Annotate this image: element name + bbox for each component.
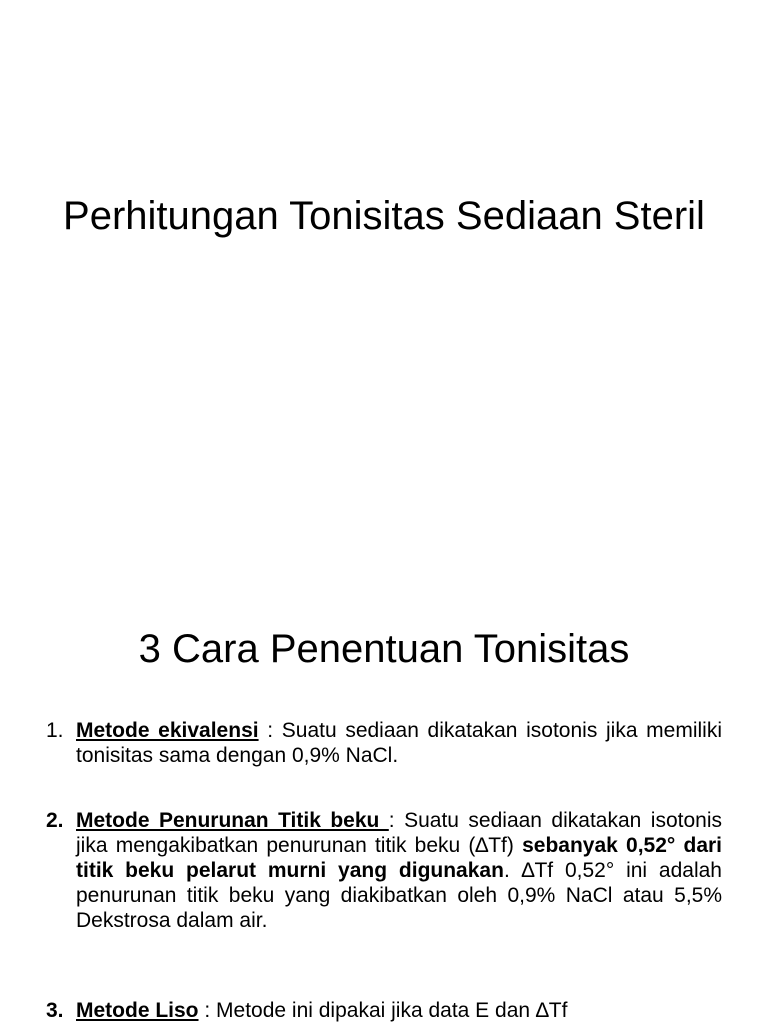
- item-description: Suatu sediaan dikatakan isotonis jika memiliki tonisitas sama dengan 0,9% NaCl.: [76, 719, 722, 767]
- item-body: [76, 808, 722, 933]
- method-name: Metode Liso: [76, 999, 199, 1022]
- item-description: Metode ini dipakai jika data E dan ∆Tf: [210, 999, 568, 1022]
- method-name: Metode Penurunan Titik beku: [76, 809, 389, 832]
- item-body: [76, 718, 722, 768]
- item-separator: :: [388, 809, 395, 832]
- item-emphasis: sebanyak 0,52° dari titik beku pelarut murni yang digunakan: [76, 834, 723, 882]
- item-separator: :: [198, 999, 211, 1022]
- item-number: 2.: [46, 809, 64, 832]
- item-body: [76, 998, 722, 1023]
- list-item-liso: [46, 998, 722, 1023]
- item-description-a: Suatu sediaan dikatakan isotonis jika mengakibatkan penurunan titik beku (∆Tf): [76, 809, 722, 857]
- item-number: 1.: [46, 719, 64, 742]
- section-title: 3 Cara Penentuan Tonisitas: [138, 627, 630, 671]
- slide-title: Perhitungan Tonisitas Sediaan Steril: [63, 194, 705, 238]
- list-item-penurunan-titik-beku: [46, 808, 722, 933]
- list-item-ekivalensi: [46, 718, 722, 768]
- item-number: 3.: [46, 999, 64, 1022]
- method-name: Metode ekivalensi: [76, 719, 259, 742]
- item-separator: :: [258, 719, 274, 742]
- item-description-c: . ∆Tf 0,52° ini adalah penurunan titik beku yang diakibatkan oleh 0,9% NaCl atau 5,5% Dekstrosa dalam air.: [76, 859, 722, 932]
